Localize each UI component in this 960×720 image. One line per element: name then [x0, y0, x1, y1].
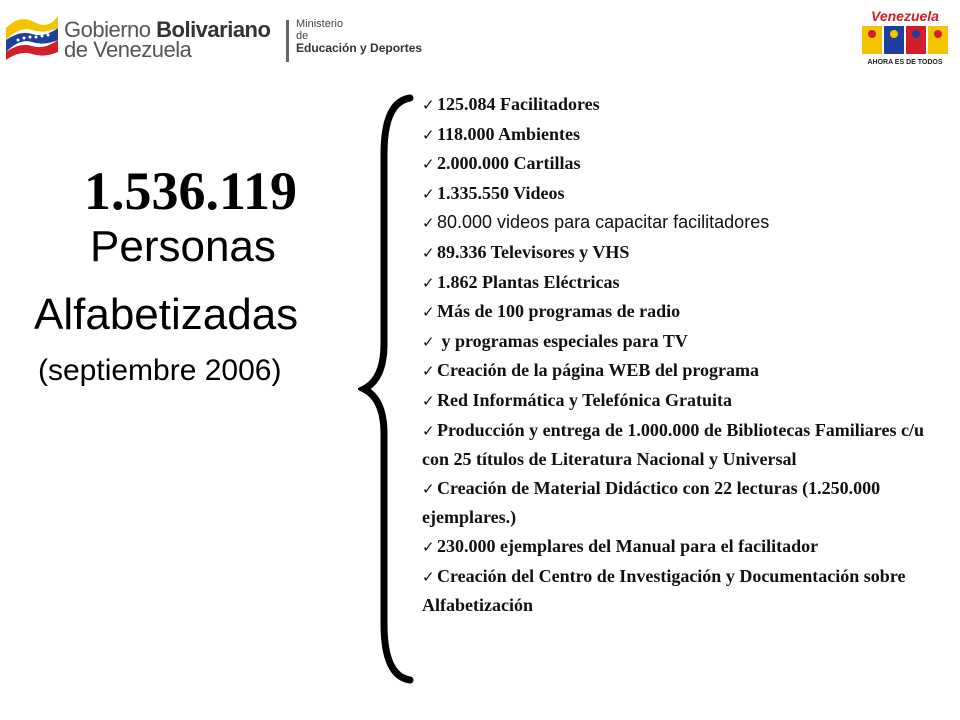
- list-item: [422, 120, 952, 150]
- gob-line1-b: Bolivariano: [156, 17, 271, 42]
- list-item: [422, 532, 952, 562]
- list-item: [422, 416, 952, 474]
- list-item: [422, 179, 952, 209]
- checkmark-icon: ✓: [422, 243, 435, 262]
- checkmark-icon: ✓: [422, 184, 435, 203]
- gob-line2: de Venezuela: [64, 37, 192, 62]
- list-item: [422, 149, 952, 179]
- checkmark-icon: ✓: [422, 96, 435, 114]
- checkmark-icon: ✓: [422, 332, 435, 351]
- checkmark-icon: ✓: [422, 214, 435, 233]
- list-item-text: y programas especiales para TV: [437, 330, 688, 351]
- list-item-text: 1.335.550 Videos: [437, 182, 565, 203]
- checkmark-icon: ✓: [422, 155, 435, 174]
- list-item-text: Creación de la página WEB del programa: [437, 360, 760, 381]
- venezuela-flag-icon: [4, 8, 60, 60]
- ministerio-line1: Ministerio: [296, 18, 344, 30]
- list-item: [422, 327, 952, 357]
- list-item: [422, 208, 952, 238]
- list-item-text: Red Informática y Telefónica Gratuita: [437, 389, 732, 410]
- summary-line2: Alfabetizadas: [34, 290, 299, 339]
- logo-slogan: AHORA ES DE TODOS: [867, 59, 943, 66]
- list-item: [422, 90, 952, 120]
- summary-line1: Personas: [90, 222, 276, 271]
- checkmark-icon: ✓: [422, 479, 435, 498]
- list-item-text: 230.000 ejemplares del Manual para el facilitador: [437, 535, 819, 556]
- checkmark-icon: ✓: [422, 273, 435, 292]
- checkmark-icon: ✓: [422, 537, 435, 556]
- list-item: [422, 474, 952, 532]
- list-item: [422, 297, 952, 327]
- checkmark-icon: ✓: [422, 567, 435, 586]
- list-item: [422, 356, 952, 386]
- summary-line3: (septiembre 2006): [38, 354, 282, 387]
- list-item-text: 1.862 Plantas Eléctricas: [437, 271, 620, 292]
- checkmark-icon: ✓: [422, 303, 435, 322]
- list-item: [422, 562, 952, 620]
- gob-line1-a: Gobierno: [64, 17, 157, 42]
- list-item-text: Creación de Material Didáctico con 22 lecturas (1.250.000 ejemplares.): [422, 477, 881, 528]
- ministerio-label: [296, 18, 422, 54]
- list-item-text: 125.084 Facilitadores: [437, 94, 600, 114]
- list-item-text: 118.000 Ambientes: [437, 123, 581, 144]
- curly-brace-icon: [358, 94, 414, 684]
- list-item-text: 89.336 Televisores y VHS: [437, 241, 630, 262]
- list-item-text: 80.000 videos para capacitar facilitadores: [437, 212, 770, 233]
- checkmark-icon: ✓: [422, 125, 435, 144]
- venezuela-ahora-logo: [858, 8, 952, 68]
- list-item: [422, 386, 952, 416]
- header-divider: [286, 20, 289, 62]
- ministerio-line2: de: [296, 30, 309, 42]
- total-number: 1.536.119: [84, 161, 298, 221]
- list-item: [422, 238, 952, 268]
- header: [0, 0, 960, 80]
- list-item-text: Creación del Centro de Investigación y Documentación sobre Alfabetización: [422, 565, 906, 616]
- list-item-text: Producción y entrega de 1.000.000 de Bibliotecas Familiares c/u con 25 títulos de Literatura Nacional y Universal: [422, 419, 924, 470]
- checkmark-icon: ✓: [422, 391, 435, 410]
- checkmark-icon: ✓: [422, 421, 435, 440]
- list-item-text: 2.000.000 Cartillas: [437, 153, 581, 174]
- achievements-list: [422, 90, 952, 620]
- checkmark-icon: ✓: [422, 362, 435, 381]
- ministerio-line3: Educación y Deportes: [296, 41, 423, 55]
- logo-title: Venezuela: [871, 8, 939, 24]
- gobierno-label: [64, 17, 271, 62]
- list-item-text: Más de 100 programas de radio: [437, 301, 681, 322]
- list-item: [422, 268, 952, 298]
